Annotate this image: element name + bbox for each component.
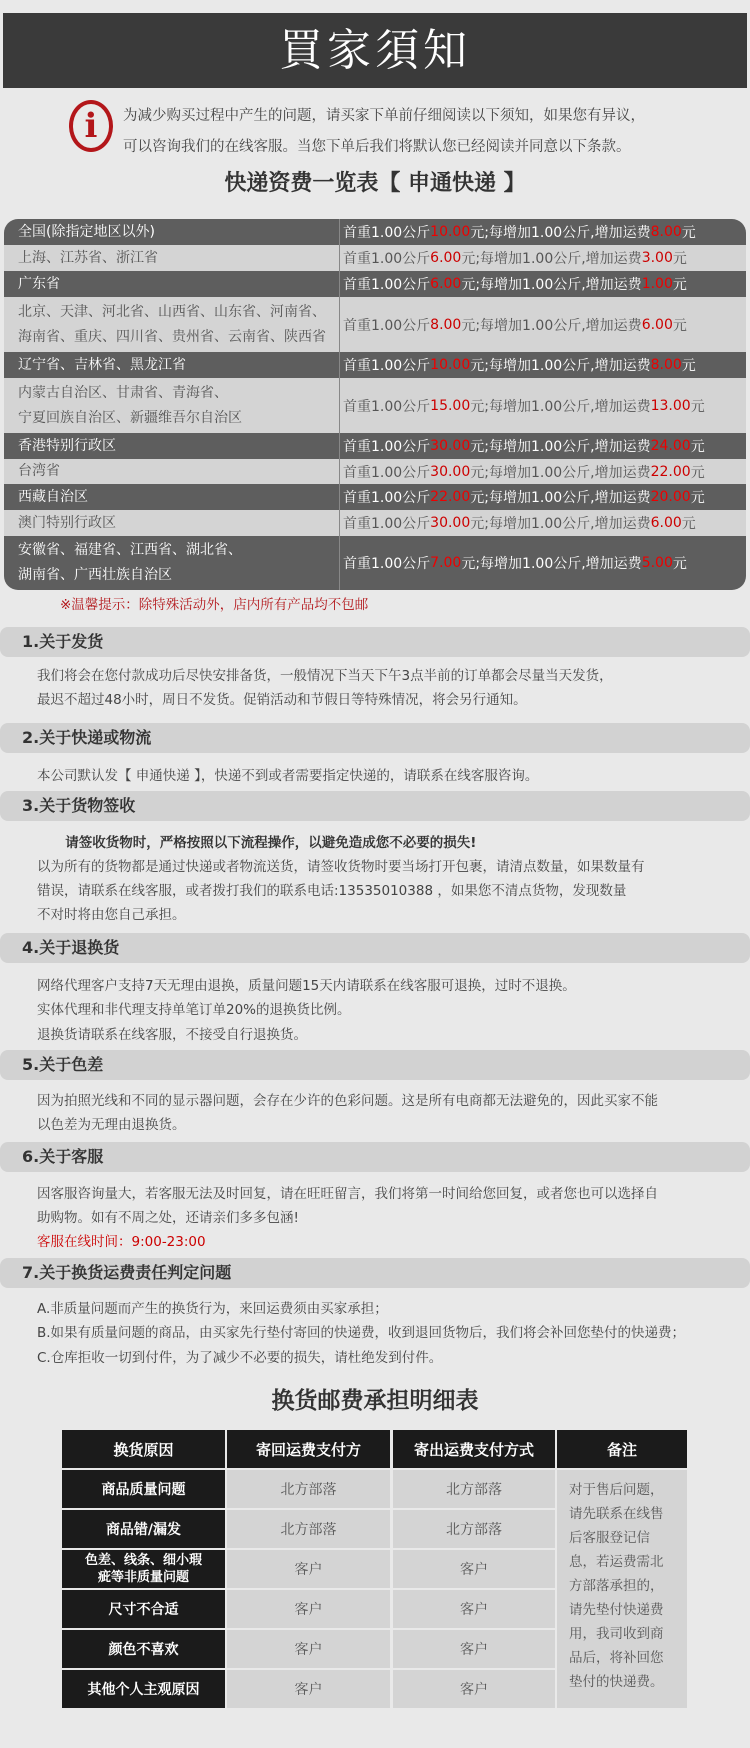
region-cell: [4, 459, 340, 484]
fee-label: 元;每增加1.00公斤,增加运费: [470, 490, 651, 506]
section-header: 2.关于快递或物流: [0, 723, 750, 753]
section-text: 最迟不超过48小时，周日不发货。促销活动和节假日等特殊情况，将会另行通知。: [37, 692, 527, 708]
shipping-tip: ※温馨提示：除特殊活动外，店内所有产品均不包邮: [60, 597, 369, 613]
extra-weight-price: 8.00: [650, 224, 682, 240]
section-text: 客服在线时间：9:00-23:00: [37, 1234, 206, 1250]
fee-label: 元: [672, 251, 687, 267]
note-cell: 对于售后问题，请先联系在线售后客服登记信息，若运费需北方部落承担的，请先垫付快递费用，我司收到商品后，将补回您垫付的快递费。: [557, 1470, 687, 1708]
rate-row: [4, 245, 746, 271]
region-cell: [4, 219, 340, 245]
fee-label: 元: [690, 439, 705, 455]
fee-cell: [340, 297, 746, 352]
payer-cell: 北方部落: [393, 1470, 555, 1508]
rate-row: [4, 510, 746, 536]
first-weight-price: 22.00: [430, 489, 471, 505]
fee-label: 元: [690, 490, 705, 506]
fee-label: 首重1.00公斤: [343, 317, 431, 334]
region-text: 广东省: [18, 275, 60, 292]
section-text: 因为拍照光线和不同的显示器问题，会存在少许的色彩问题。这是所有电商都无法避免的，因此买家不能: [37, 1093, 658, 1109]
fee-label: 首重1.00公斤: [343, 398, 431, 415]
rate-row: [4, 459, 746, 484]
first-weight-price: 6.00: [430, 250, 462, 266]
first-weight-price: 30.00: [430, 463, 471, 480]
section-header: 5.关于色差: [0, 1050, 750, 1080]
fee-cell: [340, 484, 746, 510]
table-header: 寄出运费支付方式: [393, 1430, 555, 1468]
fee-label: 元: [672, 277, 687, 293]
fee-cell: [340, 433, 746, 459]
region-cell: [4, 536, 340, 590]
reason-cell: 商品质量问题: [62, 1470, 225, 1508]
fee-cell: [340, 459, 746, 484]
fee-label: 元;每增加1.00公斤,增加运费: [470, 398, 651, 415]
fee-label: 元;每增加1.00公斤,增加运费: [470, 464, 651, 481]
region-cell: [4, 352, 340, 378]
region-text: 澳门特别行政区: [18, 514, 116, 531]
fee-label: 元;每增加1.00公斤,增加运费: [470, 439, 651, 455]
payer-cell: 北方部落: [393, 1510, 555, 1548]
extra-weight-price: 5.00: [641, 555, 673, 571]
fee-label: 首重1.00公斤: [343, 490, 431, 506]
fee-label: 首重1.00公斤: [343, 439, 431, 455]
extra-weight-price: 1.00: [641, 276, 673, 292]
rate-row: [4, 352, 746, 378]
payer-cell: 北方部落: [227, 1470, 390, 1508]
section-header: 7.关于换货运费责任判定问题: [0, 1258, 750, 1288]
intro-line-2: 可以咨询我们的在线客服。当您下单后我们将默认您已经阅读并同意以下条款。: [123, 139, 631, 155]
fee-cell: [340, 378, 746, 433]
section-text: B.如果有质量问题的商品，由买家先行垫付寄回的快递费，收到退回货物后，我们将会补回您垫付的快递费；: [37, 1325, 686, 1341]
first-weight-price: 7.00: [430, 555, 462, 571]
info-icon: i: [69, 100, 113, 152]
section-text: 以色差为无理由退换货。: [37, 1117, 186, 1133]
section-text: 不对时将由您自己承担。: [37, 907, 186, 923]
section-header: 3.关于货物签收: [0, 791, 750, 821]
region-text: 上海、江苏省、浙江省: [18, 249, 158, 266]
fee-label: 元;每增加1.00公斤,增加运费: [470, 358, 651, 374]
section-text: 错误，请联系在线客服，或者拨打我们的联系电话:13535010388 ，如果您不清点货物，发现数量: [37, 883, 627, 899]
fee-label: 元: [690, 464, 705, 481]
reason-cell: 色差、线条、细小瑕疵等非质量问题: [62, 1550, 225, 1588]
payer-cell: 客户: [227, 1550, 390, 1588]
extra-weight-price: 3.00: [641, 250, 673, 266]
fee-cell: [340, 352, 746, 378]
fee-label: 元: [690, 398, 705, 415]
first-weight-price: 10.00: [430, 357, 471, 373]
section-text: 网络代理客户支持7天无理由退换，质量问题15天内请联系在线客服可退换，过时不退换。: [37, 978, 576, 994]
region-text: 辽宁省、吉林省、黑龙江省: [18, 356, 186, 373]
section-text: 助购物。如有不周之处，还请亲们多多包涵!: [37, 1210, 299, 1226]
reason-cell: 其他个人主观原因: [62, 1670, 225, 1708]
payer-cell: 北方部落: [227, 1510, 390, 1548]
payer-cell: 客户: [393, 1670, 555, 1708]
section-text: 我们将会在您付款成功后尽快安排备货，一般情况下当天下午3点半前的订单都会尽量当天发货，: [37, 668, 613, 684]
fee-label: 首重1.00公斤: [343, 516, 431, 532]
intro-line-1: 为减少购买过程中产生的问题，请买家下单前仔细阅读以下须知，如果您有异议，: [123, 108, 645, 124]
region-text: 安徽省、福建省、江西省、湖北省、: [18, 542, 242, 558]
first-weight-price: 8.00: [430, 316, 462, 333]
fee-label: 元;每增加1.00公斤,增加运费: [461, 556, 642, 572]
first-weight-price: 6.00: [430, 276, 462, 292]
reason-cell: 商品错/漏发: [62, 1510, 225, 1548]
region-cell: [4, 510, 340, 536]
reason-cell: 尺寸不合适: [62, 1590, 225, 1628]
region-text: 全国(除指定地区以外): [18, 223, 155, 240]
section-header: 1.关于发货: [0, 627, 750, 657]
section-text: 因客服咨询量大，若客服无法及时回复，请在旺旺留言，我们将第一时间给您回复，或者您也可以选择自: [37, 1186, 658, 1202]
fee-label: 元;每增加1.00公斤,增加运费: [461, 277, 642, 293]
fee-label: 元;每增加1.00公斤,增加运费: [470, 516, 651, 532]
region-text: 台湾省: [18, 463, 60, 479]
section-text: 实体代理和非代理支持单笔订单20%的退换货比例。: [37, 1002, 351, 1018]
section-text: C.仓库拒收一切到付件，为了减少不必要的损失，请杜绝发到付件。: [37, 1350, 443, 1366]
section-text: 退换货请联系在线客服，不接受自行退换货。: [37, 1027, 307, 1043]
region-text: 内蒙古自治区、甘肃省、青海省、: [18, 384, 228, 401]
region-text: 宁夏回族自治区、新疆维吾尔自治区: [18, 409, 242, 426]
extra-weight-price: 8.00: [650, 357, 682, 373]
section-text: 请签收货物时，严格按照以下流程操作，以避免造成您不必要的损失!: [37, 835, 477, 851]
fee-cell: [340, 271, 746, 297]
fee-cell: [340, 536, 746, 590]
fee-label: 元: [681, 225, 696, 241]
region-text: 北京、天津、河北省、山西省、山东省、河南省、: [18, 303, 326, 320]
section-text: A.非质量问题而产生的换货行为，来回运费须由买家承担；: [37, 1301, 388, 1317]
extra-weight-price: 6.00: [650, 515, 682, 531]
rate-row: [4, 271, 746, 297]
fee-label: 元: [681, 516, 696, 532]
region-cell: [4, 297, 340, 352]
first-weight-price: 15.00: [430, 397, 471, 414]
fee-label: 元: [672, 317, 687, 334]
region-text: 香港特别行政区: [18, 437, 116, 454]
extra-weight-price: 13.00: [650, 397, 691, 414]
section-text: 以为所有的货物都是通过快递或者物流送货，请签收货物时要当场打开包裹，请清点数量，如果数量有: [37, 859, 645, 875]
payer-cell: 客户: [393, 1630, 555, 1668]
rate-row: [4, 219, 746, 245]
table-header: 备注: [557, 1430, 687, 1468]
region-cell: [4, 378, 340, 433]
extra-weight-price: 20.00: [650, 489, 691, 505]
region-text: 海南省、重庆、四川省、贵州省、云南省、陕西省: [18, 328, 326, 345]
region-cell: [4, 484, 340, 510]
extra-weight-price: 6.00: [641, 316, 673, 333]
rate-row: [4, 484, 746, 510]
fee-label: 元;每增加1.00公斤,增加运费: [470, 225, 651, 241]
rate-row: [4, 433, 746, 459]
region-text: 湖南省、广西壮族自治区: [18, 567, 172, 583]
fee-label: 元;每增加1.00公斤,增加运费: [461, 251, 642, 267]
region-cell: [4, 271, 340, 297]
page-banner: 買家須知: [3, 13, 747, 88]
fee-label: 首重1.00公斤: [343, 251, 431, 267]
reason-cell: 颜色不喜欢: [62, 1630, 225, 1668]
region-cell: [4, 433, 340, 459]
fee-label: 元: [672, 556, 687, 572]
first-weight-price: 30.00: [430, 438, 471, 454]
shipping-rates-table: [4, 219, 746, 590]
rate-row: [4, 536, 746, 590]
fee-cell: [340, 245, 746, 271]
first-weight-price: 10.00: [430, 224, 471, 240]
rate-row: [4, 378, 746, 433]
fee-label: 首重1.00公斤: [343, 225, 431, 241]
fee-label: 首重1.00公斤: [343, 464, 431, 481]
fee-label: 元: [681, 358, 696, 374]
fee-label: 元;每增加1.00公斤,增加运费: [461, 317, 642, 334]
table-header: 换货原因: [62, 1430, 225, 1468]
section-header: 6.关于客服: [0, 1142, 750, 1172]
table-header: 寄回运费支付方: [227, 1430, 390, 1468]
payer-cell: 客户: [227, 1630, 390, 1668]
region-text: 西藏自治区: [18, 488, 88, 505]
rates-title: 快递资费一览表【 申通快递 】: [224, 171, 526, 196]
fee-label: 首重1.00公斤: [343, 556, 431, 572]
payer-cell: 客户: [393, 1590, 555, 1628]
section-text: 本公司默认发【 申通快递 】，快递不到或者需要指定快递的，请联系在线客服咨询。: [37, 768, 539, 784]
fee-label: 首重1.00公斤: [343, 358, 431, 374]
payer-cell: 客户: [227, 1670, 390, 1708]
fee-cell: [340, 219, 746, 245]
first-weight-price: 30.00: [430, 515, 471, 531]
extra-weight-price: 22.00: [650, 463, 691, 480]
fee-cell: [340, 510, 746, 536]
extra-weight-price: 24.00: [650, 438, 691, 454]
exchange-title: 换货邮费承担明细表: [271, 1388, 479, 1414]
section-header: 4.关于退换货: [0, 933, 750, 963]
fee-label: 首重1.00公斤: [343, 277, 431, 293]
payer-cell: 客户: [393, 1550, 555, 1588]
payer-cell: 客户: [227, 1590, 390, 1628]
region-cell: [4, 245, 340, 271]
rate-row: [4, 297, 746, 352]
